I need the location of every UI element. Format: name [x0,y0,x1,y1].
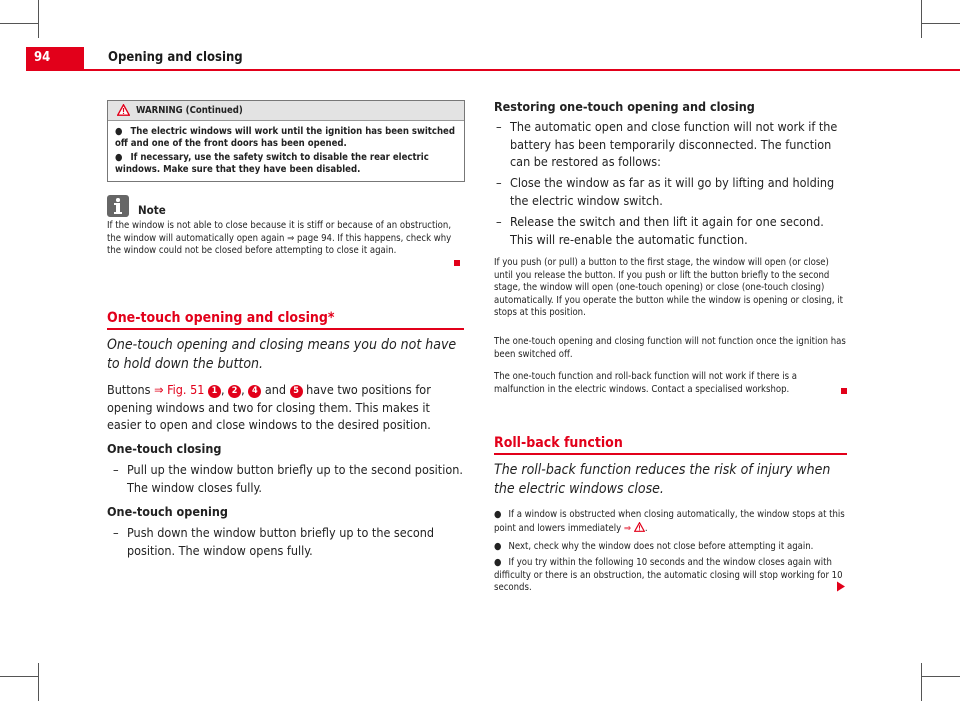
page-number: 94 [34,50,51,65]
restore-step: The automatic open and close function will not work if the battery has been temporarily disconnected. The function can be restored as follows: [510,119,838,169]
restore-heading: Restoring one-touch opening and closing [494,99,755,114]
roll-back-bullet: ● If you try within the following 10 seconds and the window closes again with difficulty or there is an obstruction, the automatic closing will stop working for 10 seconds. [494,557,843,593]
one-touch-intro: One-touch opening and closing means you do not have to hold down the button. [107,337,457,372]
warning-header [108,101,464,121]
page-link[interactable]: ⇒ page 94 [287,232,332,244]
crop-mark [922,23,960,24]
continue-arrow-icon [836,581,846,592]
crop-mark [921,663,922,701]
crop-mark [38,663,39,701]
warning-body [108,121,464,176]
crop-mark [921,0,922,38]
warning-icon [117,104,130,116]
crop-mark [0,676,38,677]
crop-mark [922,676,960,677]
step-dash: – [113,525,119,540]
step-dash: – [496,175,502,190]
restore-step: Close the window as far as it will go by lifting and holding the electric window switch. [510,175,835,208]
restore-paragraph: The one-touch opening and closing function will not function once the ignition has been switched off. [494,336,846,360]
restore-step: Release the switch and then lift it again for one second. This will re-enable the automatic function. [510,214,824,247]
warning-item: ● If necessary, use the safety switch to disable the rear electric windows. Make sure that they have been disabled. [115,152,429,175]
roll-back-bullet: ● If a window is obstructed when closing automatically, the window stops at this point and lowers immediately ⇒ . [494,509,845,534]
roll-back-intro: The roll-back function reduces the risk of injury when the electric windows close. [494,462,831,497]
button-number-badge: 1 [208,385,221,398]
one-touch-closing-heading: One-touch closing [107,441,222,456]
crop-mark [0,23,38,24]
step-dash: – [113,462,119,477]
section-title-one-touch: One-touch opening and closing* [107,310,335,326]
step-dash: – [496,214,502,229]
restore-paragraph: If you push (or pull) a button to the first stage, the window will open (or close) until you release the button. If you push or lift the button briefly to the second stage, the window will open (one-touch opening) or close (one-touch closing) automatically. If you operate the button while the window is opening or closing, it stops at this position. [494,257,844,318]
warning-icon [634,522,645,532]
note-text: If the window is not able to close because it is stiff or because of an obstruction, the window will automatically open again ⇒ page 94. If this happens, check why the window could not be closed before attempting to close it again. [107,220,452,256]
figure-link[interactable]: ⇒ Fig. 51 [154,382,205,397]
section-rule [494,453,847,455]
buttons-paragraph: Buttons ⇒ Fig. 51 1 , 2 , 4 and 5 have two positions for opening windows and two for closing them. This makes it easier to open and close windows to the desired position. [107,382,431,432]
note-icon [107,195,129,217]
section-rule [107,328,464,330]
warning-link[interactable]: ⇒ [623,522,632,534]
button-number-badge: 5 [290,385,303,398]
section-end-marker [454,260,460,266]
note-label: Note [138,203,166,217]
one-touch-closing-step: Pull up the window button briefly up to the second position. The window closes fully. [127,462,463,495]
one-touch-opening-heading: One-touch opening [107,504,228,519]
warning-title: WARNING (Continued) [136,105,243,116]
warning-box [107,100,465,182]
roll-back-bullet: ● Next, check why the window does not close before attempting it again. [494,541,814,552]
header-rule [84,69,960,71]
restore-paragraph: The one-touch function and roll-back function will not work if there is a malfunction in the electric windows. Contact a specialised workshop. [494,371,797,395]
button-number-badge: 4 [248,385,261,398]
section-title-roll-back: Roll-back function [494,435,623,451]
one-touch-opening-step: Push down the window button briefly up to the second position. The window opens fully. [127,525,435,558]
crop-mark [38,0,39,38]
step-dash: – [496,119,502,134]
button-number-badge: 2 [228,385,241,398]
warning-item: ● The electric windows will work until the ignition has been switched off and one of the front doors has been opened. [115,126,455,149]
page-header-title: Opening and closing [108,50,243,65]
section-end-marker [841,388,847,394]
